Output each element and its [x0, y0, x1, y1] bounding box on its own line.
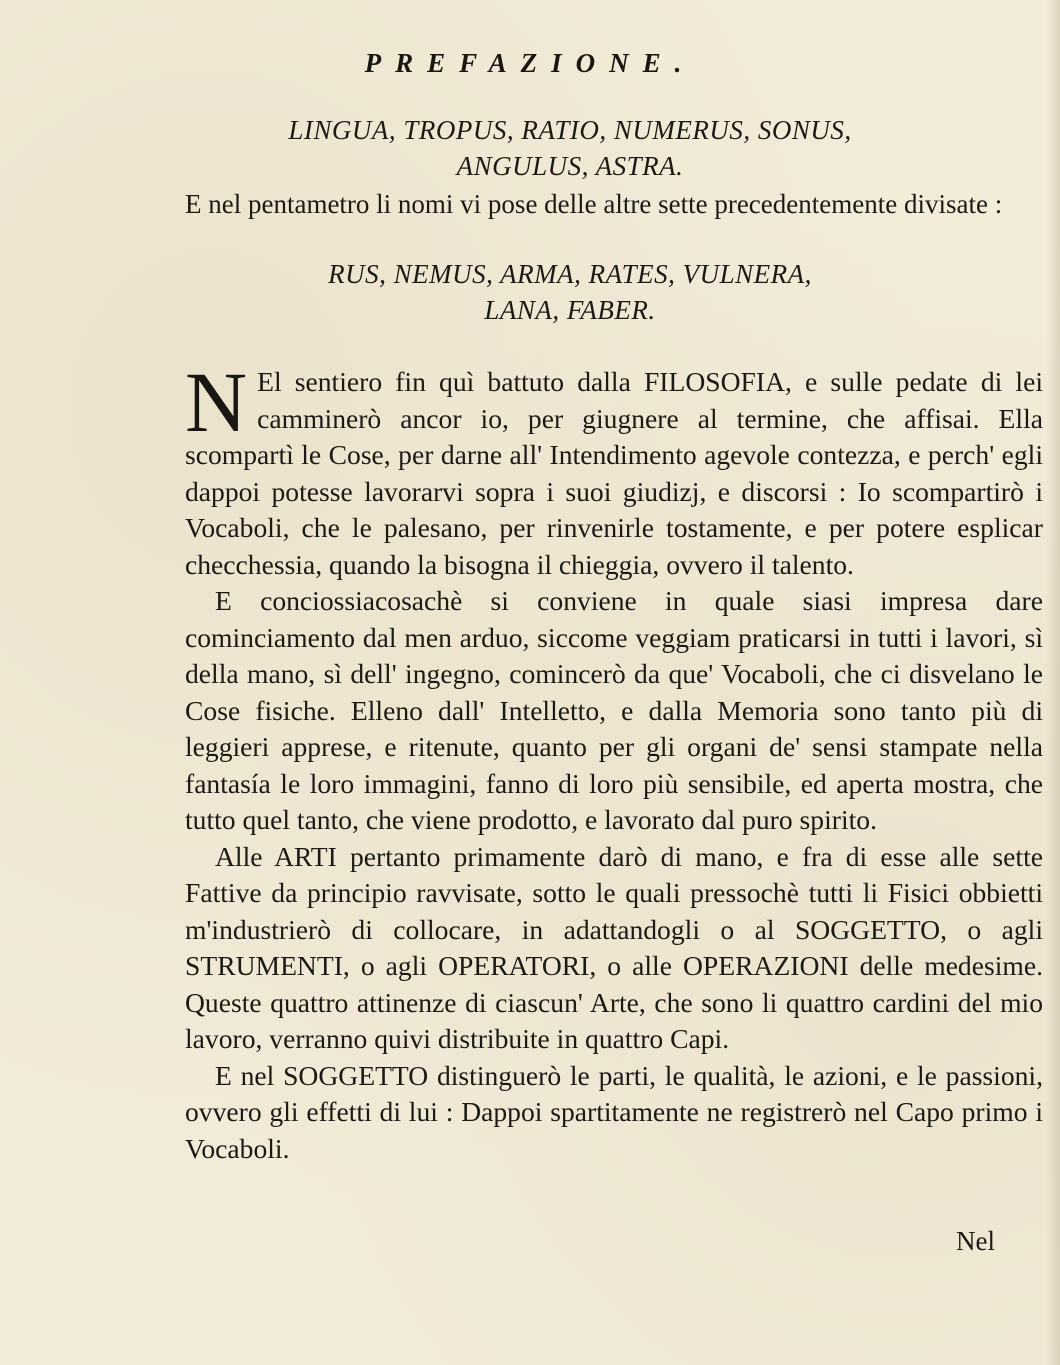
paragraph [185, 354, 1043, 583]
verse-line: ANGULUS, ASTRA. [456, 151, 684, 181]
main-text [185, 354, 1043, 1167]
paragraph: Alle ARTI pertanto primamente darò di mano, e fra di esse alle sette Fattive da principio ravvisate, sotto le quali pressochè tutti li Fisici obbietti m'industrierò di collocare, in adattandogli o al SOGGETTO, o agli STRUMENTI, o agli OPERATORI, o alle OPERAZIONI delle medesime. Queste quattro attinenze di ciascun' Arte, che sono li quattro cardini del mio lavoro, verranno quivi distribuite in quattro Capi. [185, 840, 1043, 1054]
drop-cap: N [185, 354, 248, 450]
verse-line: RUS, NEMUS, ARMA, RATES, VULNERA, [328, 259, 812, 289]
paragraph: E nel SOGGETTO distinguerò le parti, le qualità, le azioni, e le passioni, ovvero gli effetti di lui : Dappoi spartitamente ne registrerò nel Capo primo i Vocaboli. [185, 1059, 1043, 1164]
running-title: PREFAZIONE. [364, 48, 696, 78]
hexameter-verse [150, 112, 990, 184]
page-edge-shadow [1046, 0, 1060, 1365]
paragraph-text: El sentiero fin quì battuto dalla FILOSOFIA, e sulle pedate di lei camminerò ancor io, per giugnere al termine, che affisai. Ella scompartì le Cose, per darne all' Intendimento agevole contezza, e perch' egli dappoi potesse lavorarvi sopra i suoi giudizj, e discorsi : Io scompartirò i Vocaboli, che le palesano, per rinvenirle tostamente, e per potere esplicar checchessia, quando la bisogna il chieggia, ovvero il talento. [185, 366, 1043, 580]
pentameter-verse [150, 256, 990, 328]
verse-line: LANA, FABER. [484, 295, 656, 325]
verse-line: LINGUA, TROPUS, RATIO, NUMERUS, SONUS, [288, 115, 852, 145]
intro-paragraph: E nel pentametro li nomi vi pose delle altre sette precedentemente divisate : [185, 189, 1003, 219]
paragraph: E conciossiacosachè si conviene in quale siasi impresa dare cominciamento dal men arduo, siccome veggiam praticarsi in tutti i lavori, sì della mano, sì dell' ingegno, comincerò da que' Vocaboli, che ci disvelano le Cose fisiche. Elleno dall' Intelletto, e dalla Memoria sono tanto più di leggieri apprese, e ritenute, quanto per gli organi de' sensi stampate nella fantasía le loro immagini, fanno di loro più sensibile, ed aperta mostra, che tutto quel tanto, che viene prodotto, e lavorato dal puro spirito. [185, 585, 1043, 835]
catchword: Nel [956, 1226, 995, 1256]
